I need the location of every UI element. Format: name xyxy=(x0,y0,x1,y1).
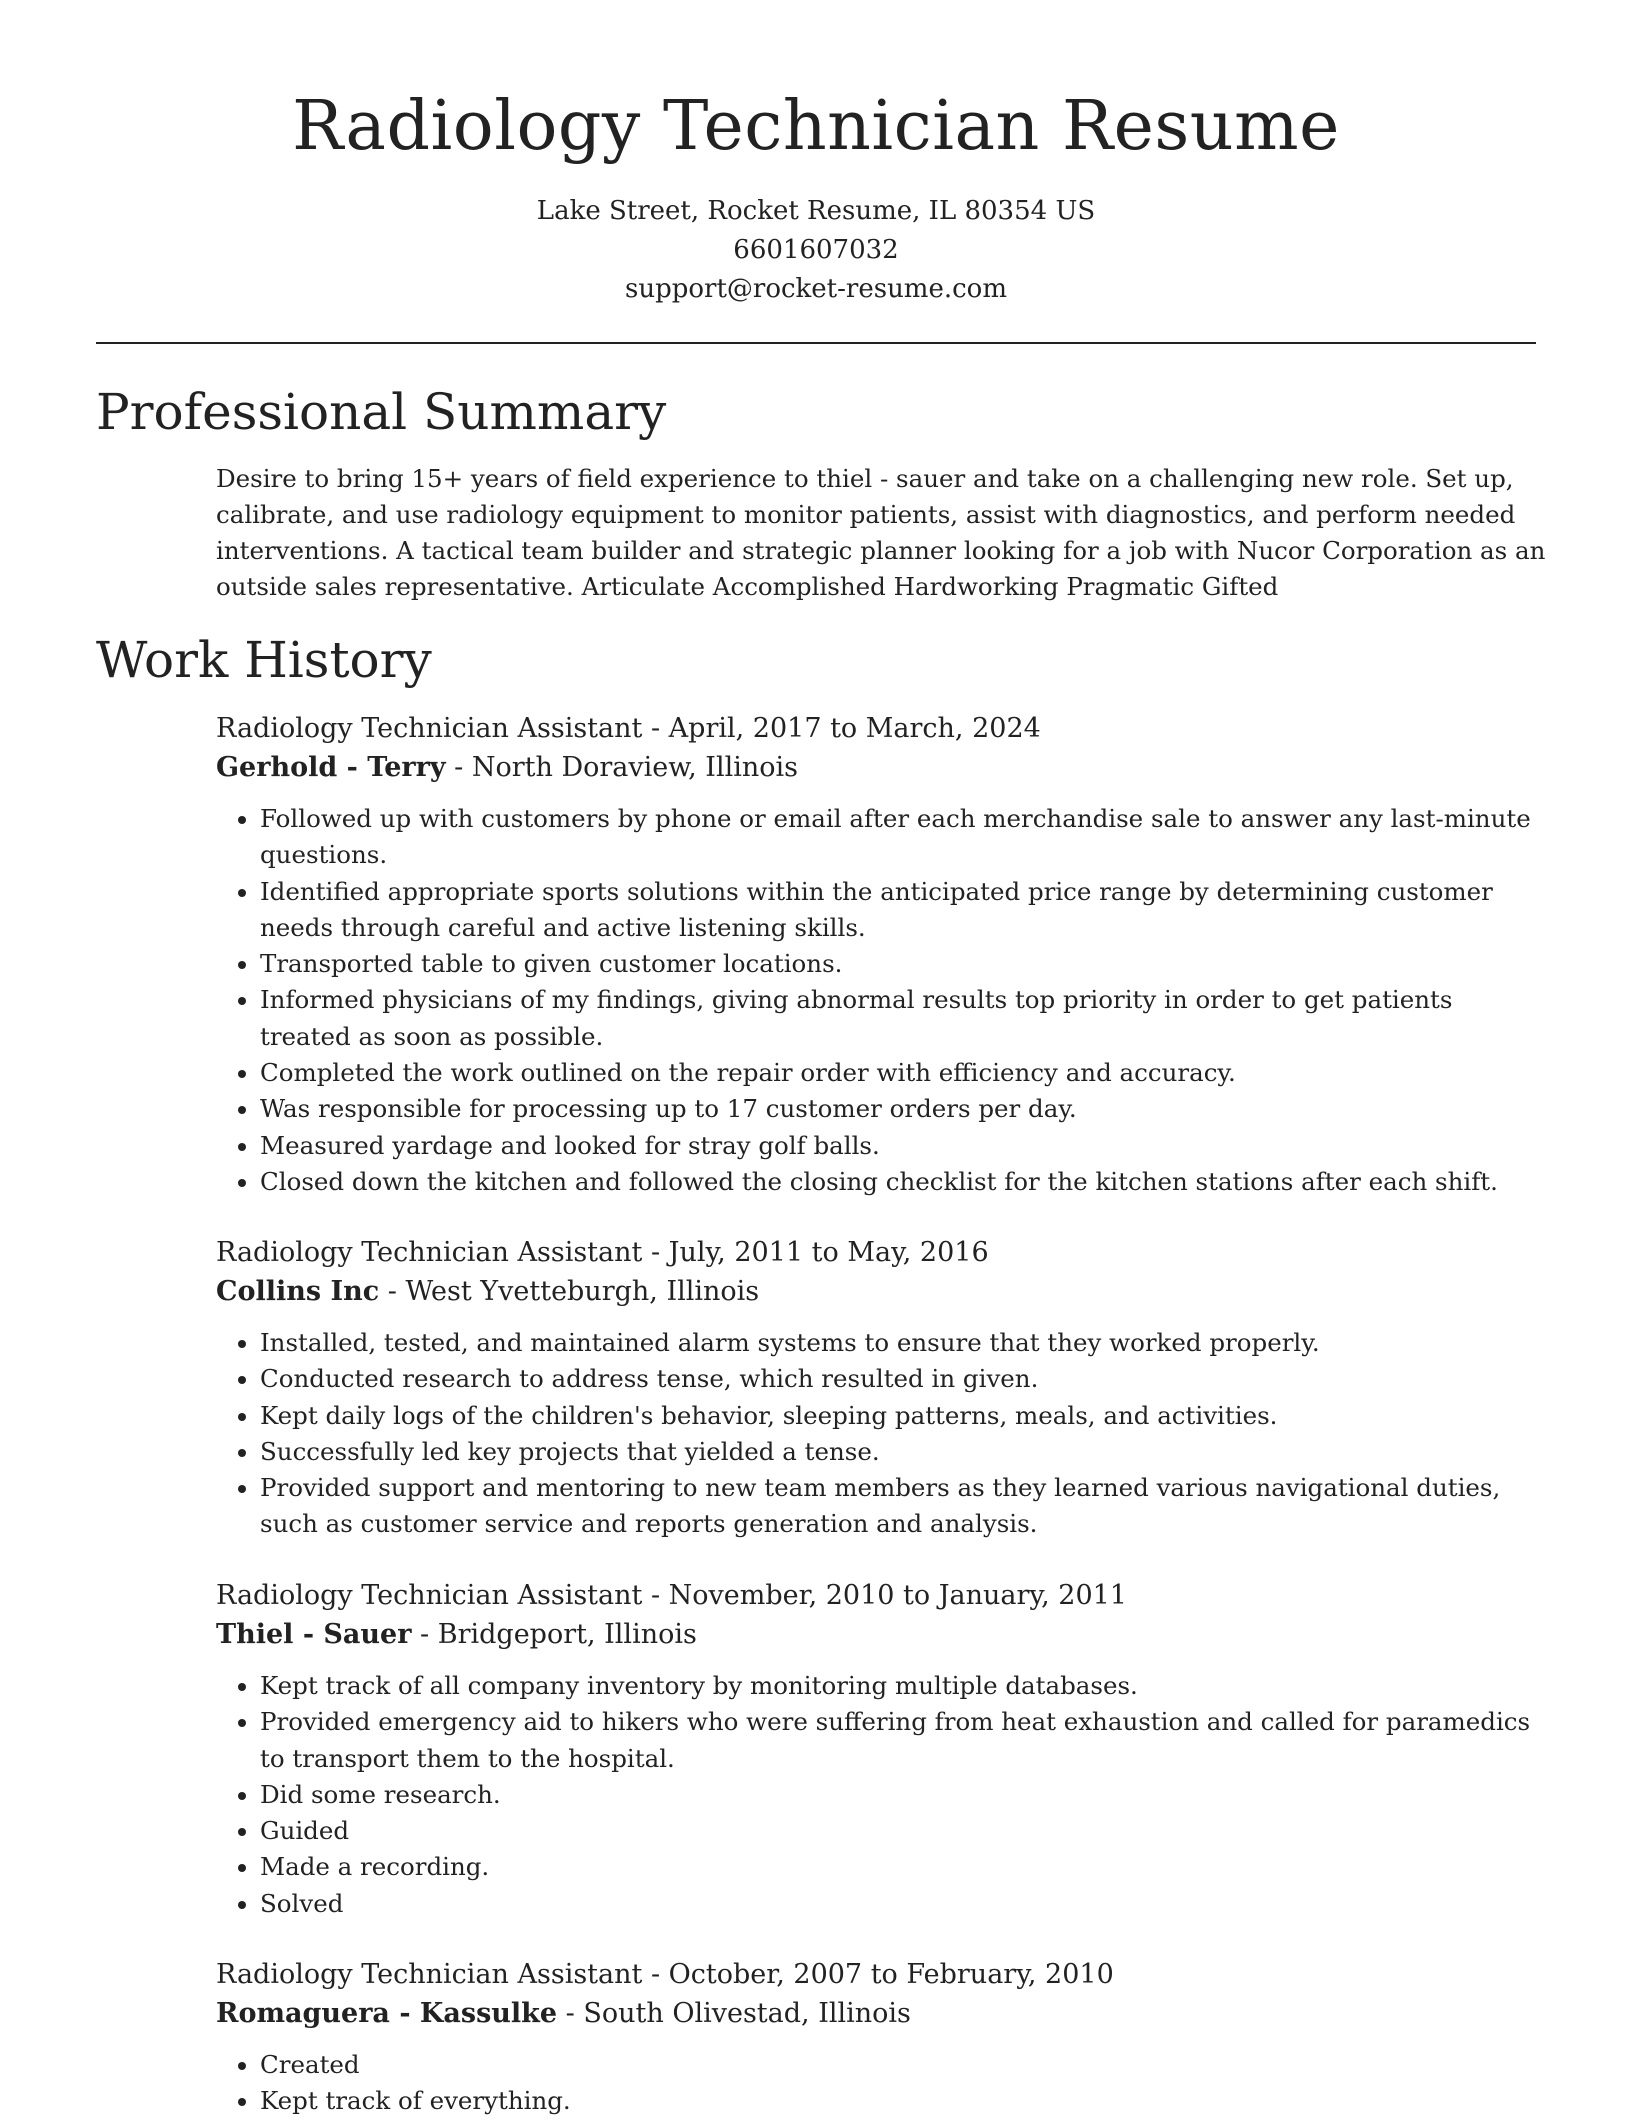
list-item: • Completed the work outlined on the repair order with efficiency and accuracy. xyxy=(260,1055,1538,1091)
job-title-line xyxy=(216,1576,1538,1615)
resume-header xyxy=(0,0,1632,309)
job-duties-list xyxy=(216,1668,1538,1922)
job-dates: - November, 2010 to January, 2011 xyxy=(642,1580,1127,1611)
summary-text: Desire to bring 15+ years of field experience to thiel - sauer and take on a challenging new role. Set up, calibrate, and use radiology equipment to monitor patients, assist with diagnostics, and perform needed interventions. A tactical team builder and strategic planner looking for a job with Nucor Corporation as an outside sales representative. Articulate Accomplished Hardworking Pragmatic Gifted xyxy=(216,464,1546,601)
job-title-line xyxy=(216,1955,1538,1994)
list-item: • Installed, tested, and maintained alarm systems to ensure that they worked properly. xyxy=(260,1325,1538,1361)
list-item: • Measured yardage and looked for stray golf balls. xyxy=(260,1128,1538,1164)
job-role: Radiology Technician Assistant xyxy=(216,713,643,744)
job-duties-list xyxy=(216,2047,1538,2120)
contact-email: support@rocket-resume.com xyxy=(624,274,1007,304)
summary-heading: Professional Summary xyxy=(96,383,667,441)
job-duties-list xyxy=(216,1325,1538,1543)
job-company-line xyxy=(216,1272,1538,1311)
job-location: - South Olivestad, Illinois xyxy=(557,1998,911,2029)
list-item: • Kept daily logs of the children's behavior, sleeping patterns, meals, and activities. xyxy=(260,1398,1538,1434)
work-history-heading: Work History xyxy=(96,631,432,689)
contact-address: Lake Street, Rocket Resume, IL 80354 US xyxy=(536,196,1096,226)
resume-title: Radiology Technician Resume xyxy=(292,87,1340,166)
job-dates: - July, 2011 to May, 2016 xyxy=(642,1237,989,1268)
job-entry xyxy=(216,1233,1538,1543)
job-role: Radiology Technician Assistant xyxy=(216,1959,643,1990)
job-entry xyxy=(216,1576,1538,1922)
job-company: Romaguera - Kassulke xyxy=(216,1998,558,2029)
contact-phone: 6601607032 xyxy=(733,235,899,265)
list-item: • Was responsible for processing up to 17 customer orders per day. xyxy=(260,1091,1538,1127)
job-role: Radiology Technician Assistant xyxy=(216,1580,643,1611)
job-entry xyxy=(216,1955,1538,2120)
list-item: • Informed physicians of my findings, giving abnormal results top priority in order to get patients treated as soon as possible. xyxy=(260,982,1538,1055)
list-item: • Did some research. xyxy=(260,1777,1538,1813)
list-item: • Kept track of everything. xyxy=(260,2083,1538,2119)
list-item: • Created xyxy=(260,2047,1538,2083)
list-item: • Followed up with customers by phone or email after each merchandise sale to answer any last-minute questions. xyxy=(260,801,1538,874)
job-company: Collins Inc xyxy=(216,1276,380,1307)
job-company-line xyxy=(216,748,1538,787)
job-duties-list xyxy=(216,801,1538,1200)
list-item: • Closed down the kitchen and followed the closing checklist for the kitchen stations after each shift. xyxy=(260,1164,1538,1200)
list-item: • Guided xyxy=(260,1813,1538,1849)
job-location: - Bridgeport, Illinois xyxy=(411,1619,697,1650)
list-item: • Provided emergency aid to hikers who were suffering from heat exhaustion and called for paramedics to transport them to the hospital. xyxy=(260,1704,1538,1777)
job-location: - North Doraview, Illinois xyxy=(445,752,799,783)
list-item: • Successfully led key projects that yielded a tense. xyxy=(260,1434,1538,1470)
job-entry xyxy=(216,709,1538,1200)
job-title-line xyxy=(216,1233,1538,1272)
list-item: • Conducted research to address tense, which resulted in given. xyxy=(260,1361,1538,1397)
job-title-line xyxy=(216,709,1538,748)
job-company-line xyxy=(216,1994,1538,2033)
job-dates: - October, 2007 to February, 2010 xyxy=(642,1959,1114,1990)
job-company-line xyxy=(216,1615,1538,1654)
list-item: • Made a recording. xyxy=(260,1849,1538,1885)
job-role: Radiology Technician Assistant xyxy=(216,1237,643,1268)
list-item: • Provided support and mentoring to new team members as they learned various navigational duties, such as customer service and reports generation and analysis. xyxy=(260,1470,1538,1543)
list-item: • Kept track of all company inventory by monitoring multiple databases. xyxy=(260,1668,1538,1704)
contact-info xyxy=(0,192,1632,309)
header-divider xyxy=(96,342,1536,344)
job-company: Gerhold - Terry xyxy=(216,752,446,783)
job-company: Thiel - Sauer xyxy=(216,1619,412,1650)
job-dates: - April, 2017 to March, 2024 xyxy=(642,713,1041,744)
job-location: - West Yvetteburgh, Illinois xyxy=(379,1276,760,1307)
list-item: • Identified appropriate sports solutions within the anticipated price range by determining customer needs through careful and active listening skills. xyxy=(260,874,1538,947)
list-item: • Solved xyxy=(260,1886,1538,1922)
list-item: • Transported table to given customer locations. xyxy=(260,946,1538,982)
